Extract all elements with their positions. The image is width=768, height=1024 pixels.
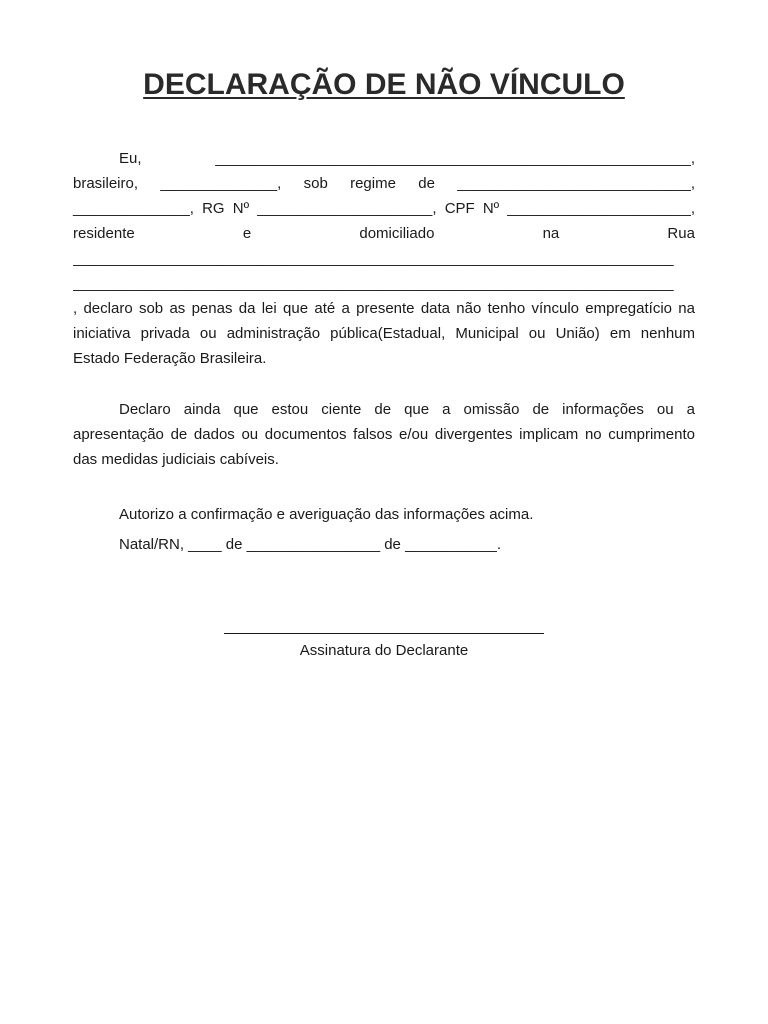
- word-domiciliado: domiciliado: [359, 225, 435, 242]
- document-title: DECLARAÇÃO DE NÃO VÍNCULO: [143, 68, 625, 101]
- line-residence: [73, 225, 695, 243]
- line-address-1: ________________________________________________________________________: [73, 250, 674, 267]
- date-line: Natal/RN, ____ de ________________ de ___________.: [119, 536, 502, 553]
- paragraph-2-line-3: das medidas judiciais cabíveis.: [73, 451, 279, 468]
- signature-label: Assinatura do Declarante: [299, 642, 469, 659]
- paragraph-3: Autorizo a confirmação e averiguação das informações acima.: [119, 506, 534, 523]
- paragraph-2-line-1: Declaro ainda que estou ciente de que a omissão de informações ou a: [119, 401, 695, 418]
- line-documents: ______________, RG Nº _____________________, CPF Nº ______________________,: [73, 200, 695, 217]
- word-e: e: [242, 225, 252, 242]
- paragraph-1-line-3: Estado Federação Brasileira.: [73, 350, 267, 367]
- line-nationality: brasileiro, ______________, sob regime de ____________________________,: [73, 175, 695, 192]
- line-eu: Eu, _________________________________________________________,: [119, 150, 695, 167]
- paragraph-2-line-2: apresentação de dados ou documentos falsos e/ou divergentes implicam no cumprimento: [73, 426, 695, 443]
- paragraph-1-line-2: iniciativa privada ou administração pública(Estadual, Municipal ou União) em nenhum: [73, 325, 695, 342]
- signature-line: [224, 633, 544, 634]
- word-rua: Rua: [667, 225, 695, 242]
- word-na: na: [542, 225, 560, 242]
- line-address-2: ________________________________________________________________________: [73, 275, 674, 292]
- word-residente: residente: [73, 225, 135, 242]
- paragraph-1-line-1: , declaro sob as penas da lei que até a presente data não tenho vínculo empregatício na: [73, 300, 695, 317]
